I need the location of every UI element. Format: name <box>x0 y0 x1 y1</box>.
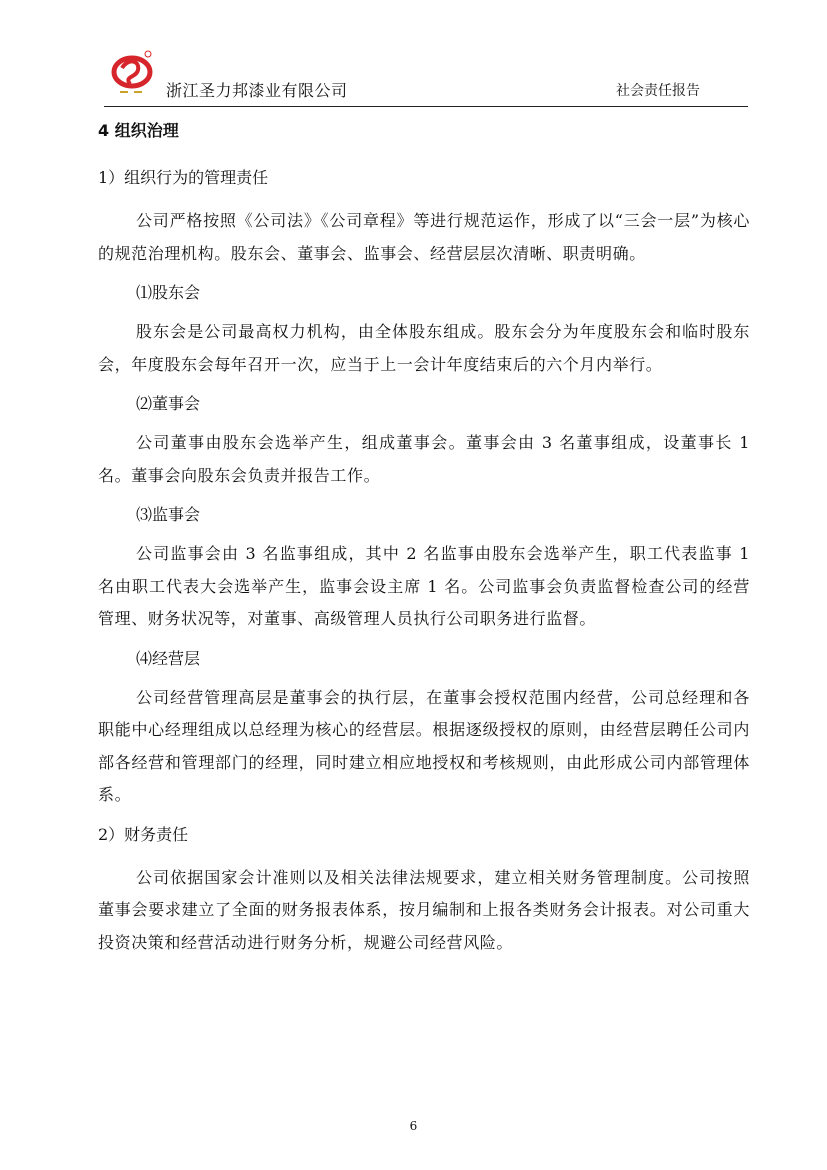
section-title: 4 组织治理 <box>98 121 179 140</box>
item-text-shareholders: 股东会是公司最高权力机构，由全体股东组成。股东会分为年度股东会和临时股东会，年度股东会每年召开一次，应当于上一会计年度结束后的六个月内举行。 <box>98 322 750 374</box>
item-heading-shareholders: ⑴股东会 <box>136 283 201 302</box>
subsection-heading-finance: 2）财务责任 <box>98 824 189 844</box>
page-number: 6 <box>409 1119 418 1133</box>
item-heading-supervisors: ⑶监事会 <box>136 505 201 524</box>
finance-text: 公司依据国家会计准则以及相关法律法规要求，建立相关财务管理制度。公司按照董事会要求建立了全面的财务报表体系，按月编制和上报各类财务会计报表。对公司重大投资决策和经营活动进行财务分析，规避公司经营风险。 <box>98 867 750 952</box>
item-text-supervisors: 公司监事会由 3 名监事组成，其中 2 名监事由股东会选举产生，职工代表监事 1 名由职工代表大会选举产生，监事会设主席 1 名。公司监事会负责监督检查公司的经营管理、财务状况等，对董事、高级管理人员执行公司职务进行监督。 <box>98 544 750 628</box>
item-heading-management: ⑷经营层 <box>136 648 201 668</box>
page-body <box>98 118 750 969</box>
item-text-management: 公司经营管理高层是董事会的执行层，在董事会授权范围内经营，公司总经理和各职能中心经理组成以总经理为核心的经营层。根据逐级授权的原则，由经营层聘任公司内部各经营和管理部门的经理，同时建立相应地授权和考核规则，由此形成公司内部管理体系。 <box>98 687 750 804</box>
header-divider <box>104 106 748 107</box>
subsection-heading-governance: 1）组织行为的管理责任 <box>98 168 269 187</box>
item-heading-board: ⑵董事会 <box>136 394 201 413</box>
item-text-board: 公司董事由股东会选举产生，组成董事会。董事会由 3 名董事组成，设董事长 1 名。董事会向股东会负责并报告工作。 <box>98 433 750 485</box>
page-header <box>104 48 748 108</box>
company-logo <box>108 48 158 98</box>
governance-intro: 公司严格按照《公司法》《公司章程》等进行规范运作，形成了以“三会一层”为核心的规范治理机构。股东会、董事会、监事会、经营层层次清晰、职责明确。 <box>98 211 750 263</box>
company-name: 浙江圣力邦漆业有限公司 <box>166 81 348 100</box>
report-type: 社会责任报告 <box>616 83 700 99</box>
